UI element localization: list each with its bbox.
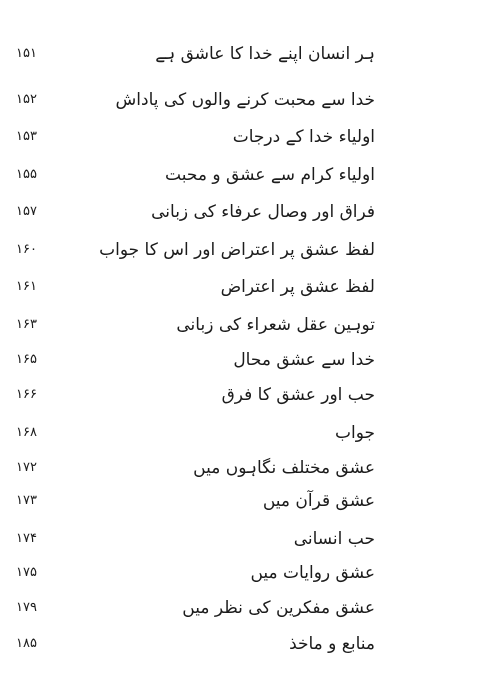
toc-entry-page-number: ۱۵۳ (16, 129, 37, 144)
toc-entry-title: لفظ عشق پر اعتراض اور اس کا جواب (99, 240, 375, 260)
toc-entry-page-number: ۱۷۹ (16, 600, 37, 615)
toc-entry-page-number: ۱۶۶ (16, 387, 37, 402)
toc-entry (0, 197, 491, 227)
toc-entry-page-number: ۱۶۱ (16, 279, 37, 294)
toc-entry-title: عشق مختلف نگاہوں میں (193, 458, 375, 478)
toc-entry (0, 524, 491, 554)
toc-entry-title: توہین عقل شعراء کی زبانی (176, 315, 375, 335)
toc-entry-title: ہر انسان اپنے خدا کا عاشق ہے (155, 44, 375, 64)
toc-entry (0, 39, 491, 69)
toc-entry (0, 122, 491, 152)
toc-entry-title: اولیاء کرام سے عشق و محبت (165, 165, 375, 185)
toc-entry-page-number: ۱۵۵ (16, 167, 37, 182)
toc-entry (0, 629, 491, 659)
toc-entry (0, 160, 491, 190)
toc-entry (0, 486, 491, 516)
toc-entry-title: اولیاء خدا کے درجات (232, 127, 375, 147)
toc-entry (0, 310, 491, 340)
toc-entry (0, 235, 491, 265)
toc-entry (0, 380, 491, 410)
toc-entry-page-number: ۱۷۵ (16, 565, 37, 580)
toc-entry (0, 558, 491, 588)
toc-entry-page-number: ۱۷۲ (16, 460, 37, 475)
toc-entry-page-number: ۱۶۵ (16, 352, 37, 367)
toc-entry-page-number: ۱۶۰ (16, 242, 37, 257)
toc-entry-page-number: ۱۸۵ (16, 636, 37, 651)
toc-entry-title: منابع و ماخذ (289, 634, 375, 654)
toc-entry (0, 345, 491, 375)
toc-entry-title: عشق روایات میں (250, 563, 375, 583)
toc-entry (0, 418, 491, 448)
toc-entry-page-number: ۱۷۳ (16, 493, 37, 508)
toc-entry-title: فراق اور وصال عرفاء کی زبانی (151, 202, 375, 222)
toc-entry-title: خدا سے محبت کرنے والوں کی پاداش (115, 90, 375, 110)
toc-entry-title: جواب (334, 423, 375, 443)
toc-entry-title: خدا سے عشق محال (233, 350, 375, 370)
toc-entry-title: حب اور عشق کا فرق (221, 385, 375, 405)
toc-entry (0, 272, 491, 302)
toc-entry-page-number: ۱۵۱ (16, 46, 37, 61)
toc-entry-page-number: ۱۵۲ (16, 92, 37, 107)
toc-entry-title: عشق قرآن میں (262, 491, 375, 511)
toc-entry-title: لفظ عشق پر اعتراض (220, 277, 375, 297)
toc-entry (0, 85, 491, 115)
toc-entry (0, 593, 491, 623)
toc-entry-page-number: ۱۷۴ (16, 531, 37, 546)
toc-entry-page-number: ۱۶۸ (16, 425, 37, 440)
toc-entry-page-number: ۱۶۳ (16, 317, 37, 332)
toc-entry (0, 453, 491, 483)
toc-entry-page-number: ۱۵۷ (16, 204, 37, 219)
toc-entry-title: حب انسانی (293, 529, 375, 549)
toc-entry-title: عشق مفکرین کی نظر میں (182, 598, 375, 618)
